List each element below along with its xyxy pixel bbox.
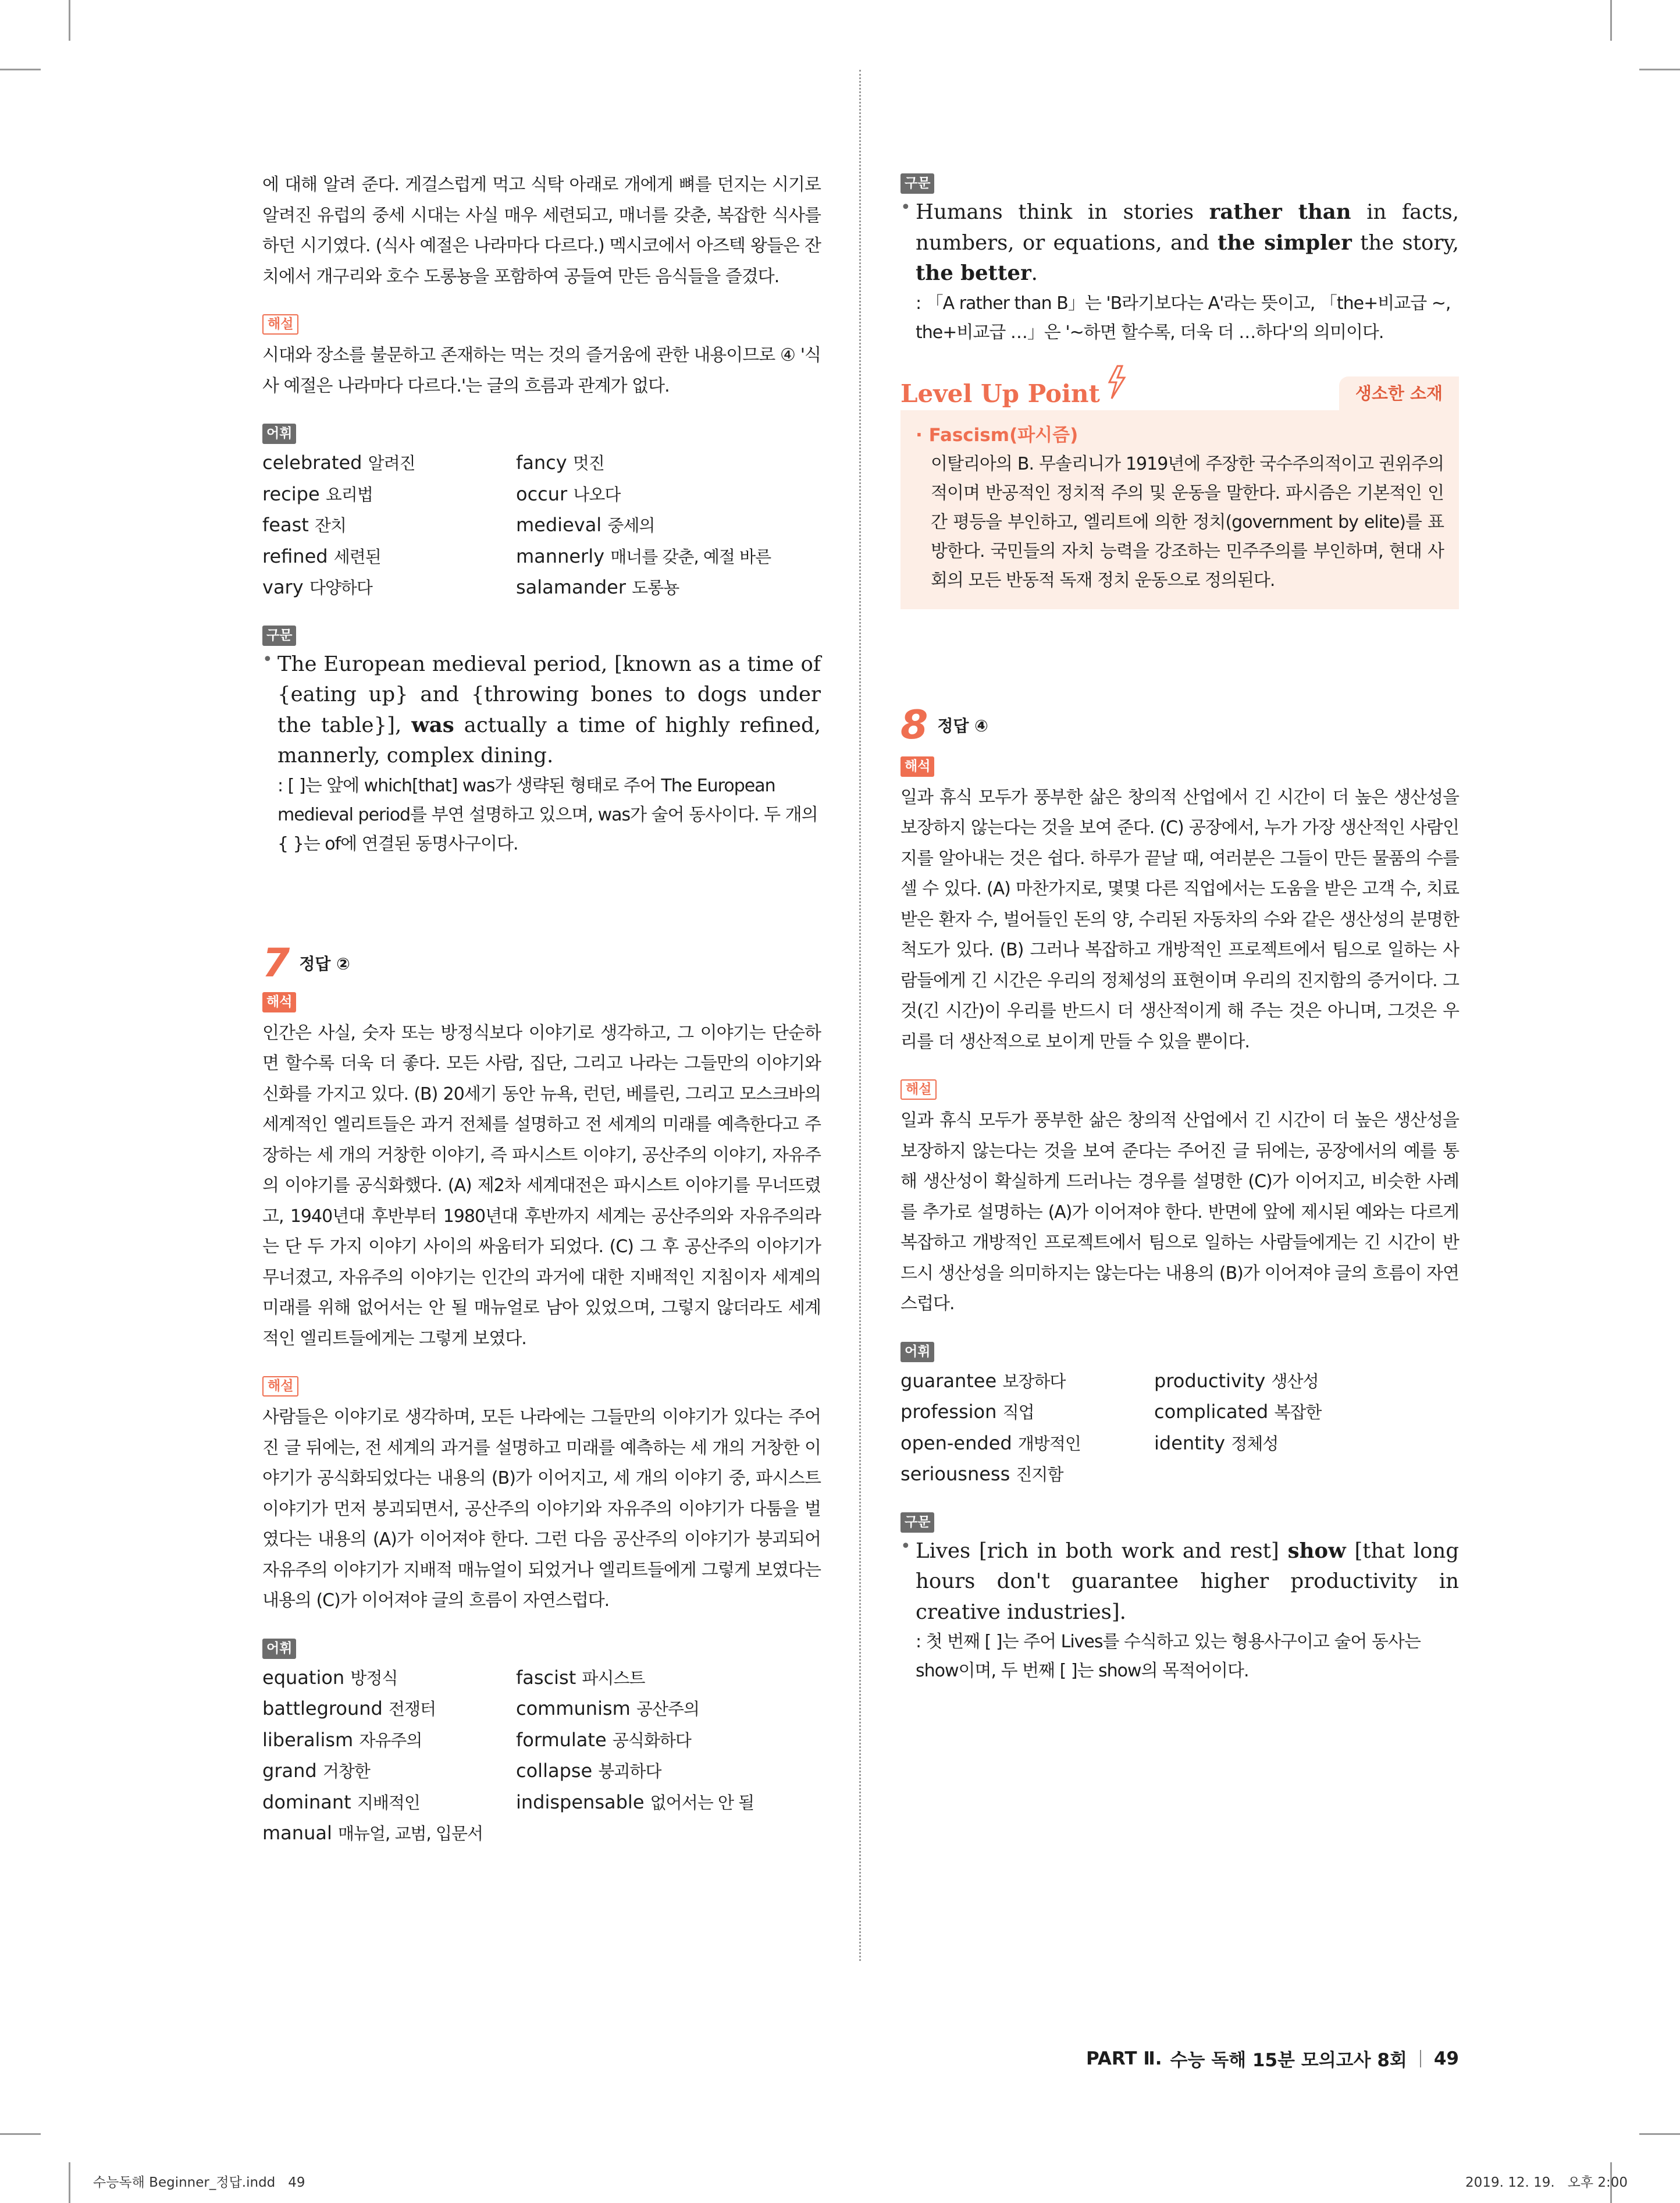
vocab-item: equation 방정식: [262, 1666, 398, 1689]
gumun-tag: 구문: [262, 626, 296, 646]
vocab-item: indispensable 없어서는 안 될: [516, 1790, 754, 1813]
vocab-item: productivity 생산성: [1154, 1369, 1319, 1392]
q6-vocab-list: [262, 447, 821, 603]
level-up-body: 이탈리아의 B. 무솔리니가 1919년에 주장한 국수주의적이고 권위주의적이며 반공적인 정치적 주의 및 운동을 말한다. 파시즘은 기본적인 인간 평등을 부인하고, 엘리트에 의한 정치(government by elite)를 표방한다. 국민들의 자치 능력을 강조하는 민주주의를 부인하며, 현대 사회의 모든 반동적 독재 정치 운동으로 정의된다.: [931, 453, 1444, 591]
page-number: 49: [1433, 2048, 1459, 2069]
crop-mark: [1610, 0, 1612, 41]
haeseol-tag: 해설: [900, 1079, 937, 1100]
haeseok-tag: 해석: [262, 992, 296, 1012]
crop-mark: [1639, 69, 1680, 70]
unfamiliar-topic-badge: 생소한 소재: [1339, 376, 1459, 410]
footer-title: 수능 독해 15분 모의고사 8회: [1170, 2050, 1407, 2071]
left-column: [262, 170, 821, 1849]
gumun-tag: 구문: [900, 1512, 934, 1533]
syntax-sentence: Lives [rich in both work and rest] show [that long hours don't guarantee higher productivity in creative industries].: [916, 1538, 1459, 1624]
crop-mark: [0, 69, 41, 70]
vocab-item: profession 직업: [900, 1401, 1034, 1423]
q6-translation-end: 에 대해 알려 준다. 게걸스럽게 먹고 식탁 아래로 개에게 뼈를 던지는 시기로 알려진 유럽의 중세 시대는 사실 매우 세련되고, 매너를 갖춘, 복잡한 식사를 하던 시기였다. (식사 예절은 나라마다 다르다.) 멕시코에서 아즈텍 왕들은 잔치에서 개구리와 호수 도롱뇽을 포함하여 공들여 만든 음식들을 즐겼다.: [262, 175, 821, 287]
level-up-content: [900, 410, 1459, 609]
q7-vocab-list: [262, 1662, 821, 1849]
vocab-item: grand 거창한: [262, 1760, 370, 1782]
syntax-sentence: The European medieval period, [known as a time of {eating up} and {throwing bones to dogs under the table}], was actually a time of highly refined, mannerly, complex dining.: [277, 652, 821, 768]
q7-number: 7: [262, 940, 290, 986]
vocab-item: occur 나오다: [516, 482, 621, 505]
crop-mark: [1639, 2133, 1680, 2135]
vocab-item: seriousness 진지함: [900, 1463, 1063, 1485]
lightning-icon: [1105, 365, 1128, 402]
crop-mark: [69, 0, 70, 41]
vocab-item: fascist 파시스트: [516, 1666, 645, 1689]
q8-header: [900, 702, 1459, 748]
vocab-item: medieval 중세의: [516, 514, 655, 536]
vocab-item: liberalism 자유주의: [262, 1728, 422, 1751]
vocab-item: feast 잔치: [262, 514, 346, 536]
q8-answer: 정답 ④: [937, 716, 988, 735]
vocab-tag: 어휘: [262, 1639, 296, 1659]
vocab-item: guarantee 보장하다: [900, 1369, 1066, 1392]
gumun-tag: 구문: [900, 173, 934, 194]
column-divider: [859, 70, 861, 1961]
vocab-item: recipe 요리법: [262, 482, 373, 505]
vocab-item: mannerly 매너를 갖춘, 예절 바른: [516, 545, 771, 567]
vocab-item: collapse 붕괴하다: [516, 1760, 661, 1782]
q8-vocab-list: [900, 1366, 1459, 1490]
bullet-icon: •: [900, 1536, 911, 1557]
footer-separator: [1420, 2050, 1421, 2067]
level-up-point-box: [900, 378, 1459, 609]
q8-explanation: 일과 휴식 모두가 풍부한 삶은 창의적 산업에서 긴 시간이 더 높은 생산성을 보장하지 않는다는 것을 보여 준다는 주어진 글 뒤에는, 공장에서의 예를 통해 생산성이 확실하게 드러나는 경우를 설명한 (C)가 이어지고, 비슷한 사례를 추가로 설명하는 (A)가 이어져야 한다. 반면에 앞에 제시된 예와는 다르게 복잡하고 개방적인 프로젝트에서 팀으로 일하는 사람들에게는 긴 시간이 반드시 생산성을 의미하지는 않는다는 내용의 (B)가 이어져야 글의 흐름이 자연스럽다.: [900, 1110, 1459, 1314]
q8-number: 8: [900, 702, 928, 748]
syntax-sentence: Humans think in stories rather than in facts, numbers, or equations, and the simpler the story, the better.: [916, 200, 1459, 285]
level-up-heading: · Fascism(파시즘): [916, 424, 1079, 446]
vocab-item: vary 다양하다: [262, 576, 372, 598]
q7-answer: 정답 ②: [299, 954, 350, 973]
vocab-tag: 어휘: [262, 424, 296, 444]
vocab-item: dominant 지배적인: [262, 1790, 420, 1813]
print-slug-right: 2019. 12. 19. 오후 2:00: [1465, 2175, 1628, 2190]
level-up-title: Level Up Point: [900, 379, 1100, 408]
vocab-item: manual 매뉴얼, 교범, 입문서: [262, 1822, 483, 1844]
bullet-icon: •: [900, 197, 911, 218]
vocab-item: complicated 복잡한: [1154, 1401, 1322, 1423]
haeseol-tag: 해설: [262, 314, 298, 335]
vocab-item: fancy 멋진: [516, 452, 604, 474]
page-footer: [1086, 2045, 1459, 2071]
vocab-item: celebrated 알려진: [262, 452, 415, 474]
vocab-item: formulate 공식화하다: [516, 1728, 691, 1751]
q6-syntax: [262, 649, 821, 859]
q8-syntax: [900, 1536, 1459, 1686]
syntax-note: : 첫 번째 [ ]는 주어 Lives를 수식하고 있는 형용사구이고 술어 동사는 show이며, 두 번째 [ ]는 show의 목적어이다.: [916, 1632, 1421, 1681]
part-label: PART Ⅱ.: [1086, 2048, 1162, 2069]
haeseok-tag: 해석: [900, 756, 934, 777]
syntax-note: : [ ]는 앞에 which[that] was가 생략된 형태로 주어 The European medieval period를 부연 설명하고 있으며, was가 술어 동사이다. 두 개의 { }는 of에 연결된 동명사구이다.: [277, 775, 818, 854]
q7-header: [262, 940, 821, 986]
crop-mark: [69, 2162, 70, 2203]
vocab-item: communism 공산주의: [516, 1697, 700, 1719]
haeseol-tag: 해설: [262, 1376, 298, 1397]
vocab-item: refined 세련된: [262, 545, 381, 567]
vocab-item: salamander 도롱뇽: [516, 576, 679, 598]
q8-translation: 일과 휴식 모두가 풍부한 삶은 창의적 산업에서 긴 시간이 더 높은 생산성을 보장하지 않는다는 것을 보여 준다. (C) 공장에서, 누가 가장 생산적인 사람인지를 알아내는 것은 쉽다. 하루가 끝날 때, 여러분은 그들이 만든 물품의 수를 셀 수 있다. (A) 마찬가지로, 몇몇 다른 직업에서는 도움을 받은 고객 수, 치료받은 환자 수, 벌어들인 돈의 양, 수리된 자동차의 수와 같은 생산성의 분명한 척도가 있다. (B) 그러나 복잡하고 개방적인 프로젝트에서 팀으로 일하는 사람들에게 긴 시간은 우리의 정체성의 표현이며 우리의 진지함의 증거이다. 그것(긴 시간)이 우리를 반드시 더 생산적이게 해 주는 것은 아니며, 그것은 우리를 더 생산적으로 보이게 만들 수 있을 뿐이다.: [900, 787, 1459, 1052]
vocab-tag: 어휘: [900, 1342, 934, 1362]
crop-mark: [0, 2133, 41, 2135]
syntax-note: : 「A rather than B」는 'B라기보다는 A'라는 뜻이고, 「the+비교급 ~, the+비교급 …」은 '~하면 할수록, 더욱 더 …하다'의 의미이다.: [916, 293, 1451, 343]
bullet-icon: •: [262, 649, 273, 670]
vocab-item: open-ended 개방적인: [900, 1431, 1081, 1454]
vocab-item: battleground 전쟁터: [262, 1697, 436, 1719]
q6-explanation: 시대와 장소를 불문하고 존재하는 먹는 것의 즐거움에 관한 내용이므로 ④ '식사 예절은 나라마다 다르다.'는 글의 흐름과 관계가 없다.: [262, 345, 821, 396]
q7-explanation: 사람들은 이야기로 생각하며, 모든 나라에는 그들만의 이야기가 있다는 주어진 글 뒤에는, 전 세계의 과거를 설명하고 미래를 예측하는 세 개의 거창한 이야기가 공식화되었다는 내용의 (B)가 이어지고, 세 개의 이야기 중, 파시스트 이야기가 먼저 붕괴되면서, 공산주의 이야기와 자유주의 이야기가 다툼을 벌였다는 내용의 (A)가 이어져야 한다. 그런 다음 공산주의 이야기가 붕괴되어 자유주의 이야기가 지배적 매뉴얼이 되었거나 엘리트들에게 그렇게 보였다는 내용의 (C)가 이어져야 글의 흐름이 자연스럽다.: [262, 1407, 821, 1611]
q7-syntax: [900, 197, 1459, 347]
right-column: [900, 173, 1459, 1686]
q7-translation: 인간은 사실, 숫자 또는 방정식보다 이야기로 생각하고, 그 이야기는 단순하면 할수록 더욱 더 좋다. 모든 사람, 집단, 그리고 나라는 그들만의 이야기와 신화를 가지고 있다. (B) 20세기 동안 뉴욕, 런던, 베를린, 그리고 모스크바의 세계적인 엘리트들은 과거 전체를 설명하고 전 세계의 미래를 예측한다고 주장하는 세 개의 거창한 이야기, 즉 파시스트 이야기, 공산주의 이야기, 자유주의 이야기를 공식화했다. (A) 제2차 세계대전은 파시스트 이야기를 무너뜨렸고, 1940년대 후반부터 1980년대 후반까지 세계는 공산주의와 자유주의라는 단 두 가지 이야기 사이의 싸움터가 되었다. (C) 그 후 공산주의 이야기가 무너졌고, 자유주의 이야기는 인간의 과거에 대한 지배적인 지침이자 세계의 미래를 위해 없어서는 안 될 매뉴얼로 남아 있었으며, 그렇지 않더라도 세계적인 엘리트들에게는 그렇게 보였다.: [262, 1022, 821, 1349]
print-slug-left: 수능독해 Beginner_정답.indd 49: [93, 2175, 305, 2190]
vocab-item: identity 정체성: [1154, 1431, 1279, 1454]
